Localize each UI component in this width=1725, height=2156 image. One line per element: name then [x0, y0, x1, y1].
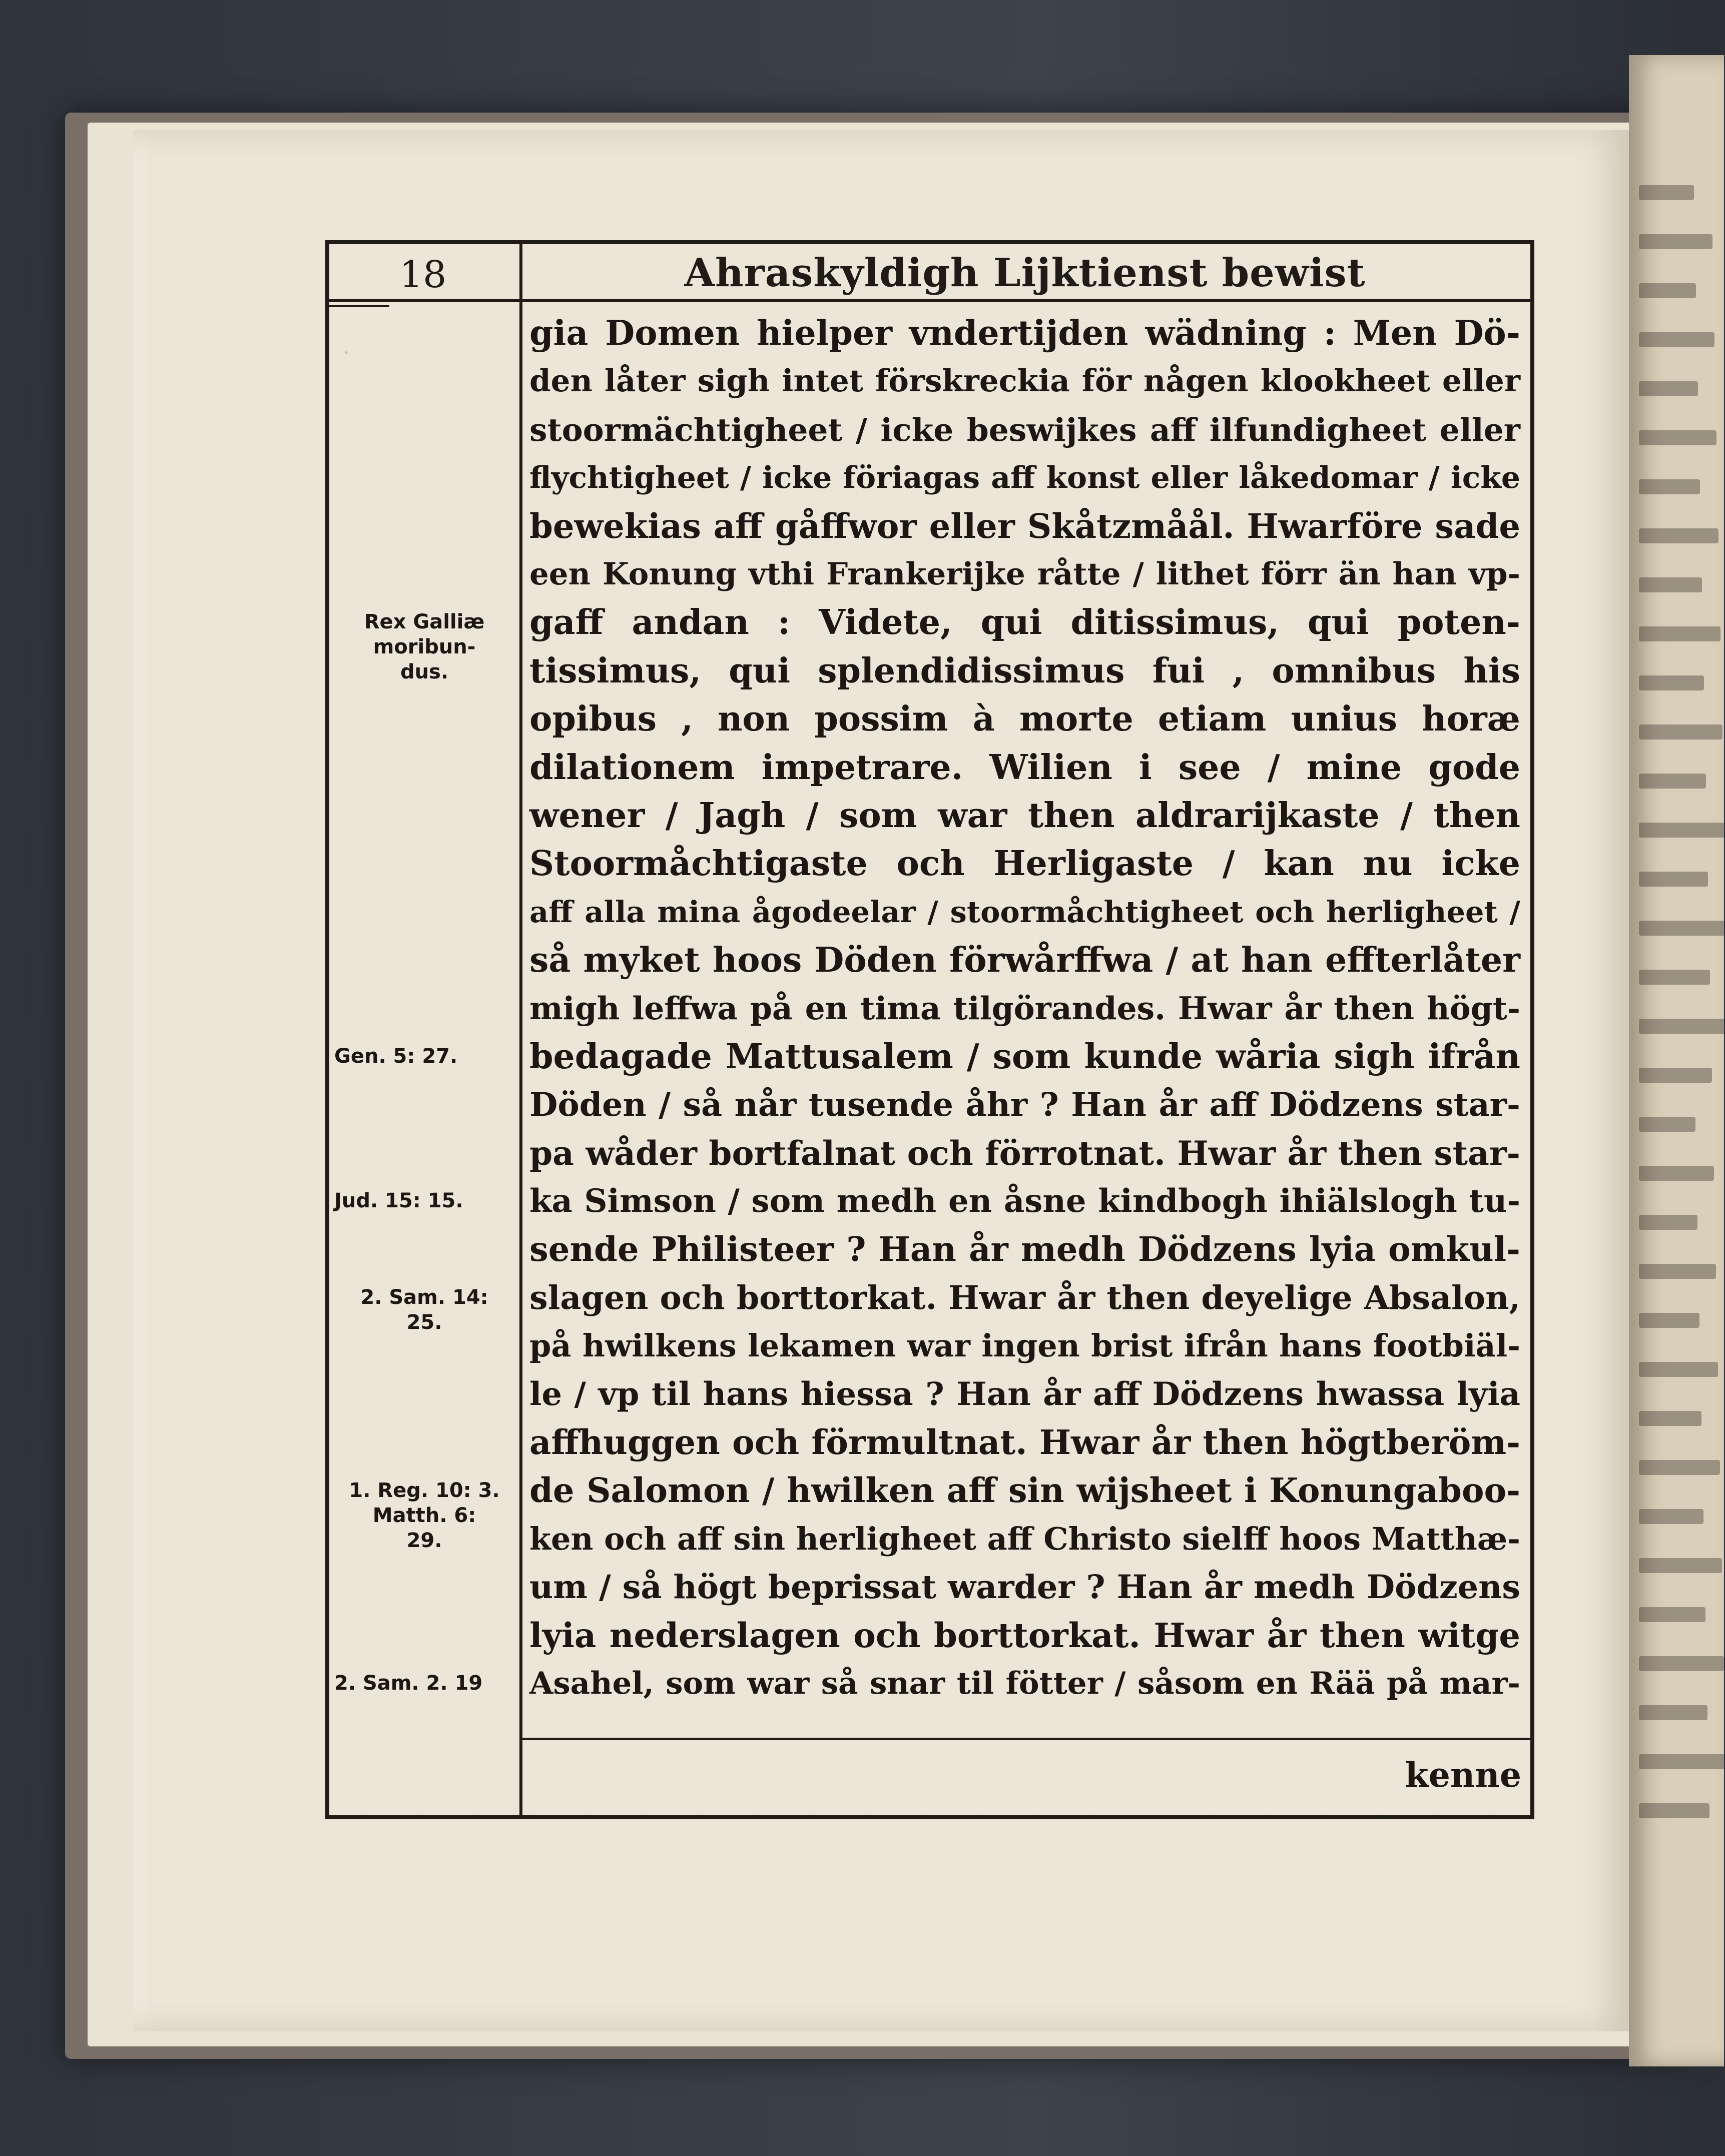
margin-note-line: moribun- — [373, 635, 476, 659]
header-rule-short — [329, 305, 389, 307]
text-frame — [325, 240, 1534, 1819]
facing-page-text-fragment — [1639, 1019, 1724, 1034]
facing-page-text-fragment — [1639, 872, 1708, 887]
facing-page-text-fragment — [1639, 774, 1706, 789]
text-line: Asahel, som war så snar til fötter / såsom en Rää på mar- — [529, 1665, 1520, 1701]
facing-page-text-fragment — [1639, 528, 1718, 543]
facing-page-text-fragment — [1639, 332, 1714, 347]
text-line: så myket hoos Döden förwårffwa / at han effterlåter — [529, 940, 1520, 981]
catchword: kenne — [1405, 1755, 1521, 1795]
text-line: dilationem impetrare. Wilien i see / mine gode — [529, 747, 1520, 788]
facing-page-text-fragment — [1639, 1411, 1701, 1426]
text-line: gia Domen hielper vndertijden wädning : Men Dö- — [529, 313, 1520, 353]
text-line: aff alla mina ågodeelar / stoormåchtigheet och herligheet / — [529, 894, 1520, 929]
facing-page-text-fragment — [1639, 921, 1724, 936]
text-line: migh leffwa på en tima tilgörandes. Hwar år then högt- — [529, 990, 1520, 1027]
text-line: stoormächtigheet / icke beswijkes aff ilfundigheet eller — [529, 411, 1520, 448]
text-line: den låter sigh intet förskreckia för någen klookheet eller — [529, 363, 1520, 399]
margin-note — [334, 609, 514, 684]
margin-note — [334, 1044, 514, 1069]
text-line: bedagade Mattusalem / som kunde wåria sigh ifrån — [529, 1036, 1520, 1077]
margin-note — [334, 1671, 514, 1696]
margin-note-line: Matth. 6: — [372, 1504, 476, 1527]
text-line: opibus , non possim à morte etiam unius horæ — [529, 699, 1520, 740]
facing-page-text-fragment — [1639, 1803, 1709, 1818]
margin-note — [334, 1478, 514, 1553]
text-line: wener / Jagh / som war then aldrarijkaste / then — [529, 795, 1520, 836]
facing-page-text-fragment — [1639, 1705, 1707, 1720]
facing-page-text-fragment — [1639, 970, 1710, 985]
facing-page-edge — [1629, 55, 1724, 2066]
body-text — [529, 309, 1520, 1708]
text-line: affhuggen och förmultnat. Hwar år then högtberöm- — [529, 1422, 1520, 1462]
margin-column-rule — [519, 244, 522, 1815]
margin-note-line: Gen. 5: 27. — [334, 1045, 458, 1068]
margin-note-line: Jud. 15: 15. — [334, 1189, 463, 1213]
margin-note-line: 1. Reg. 10: 3. — [349, 1479, 500, 1502]
facing-page-text-fragment — [1639, 1607, 1705, 1622]
facing-page-text-fragment — [1639, 234, 1712, 249]
header-rule — [329, 299, 1530, 302]
book-page — [133, 130, 1629, 2031]
text-line: sende Philisteer ? Han år medh Dödzens lyia omkul- — [529, 1229, 1520, 1269]
facing-page-text-fragment — [1639, 626, 1720, 641]
facing-page-text-fragment — [1639, 675, 1704, 690]
facing-page-text-fragment — [1639, 1264, 1716, 1279]
text-line: flychtigheet / icke föriagas aff konst eller låkedomar / icke — [529, 460, 1520, 496]
text-line: lyia nederslagen och borttorkat. Hwar år then witge — [529, 1615, 1520, 1655]
margin-note-line: 2. Sam. 14: — [360, 1286, 488, 1309]
text-line: le / vp til hans hiessa ? Han år aff Dödzens hwassa lyia — [529, 1375, 1520, 1413]
facing-page-text-fragment — [1639, 185, 1694, 200]
facing-page-text-fragment — [1639, 283, 1696, 298]
running-head: Ahraskyldigh Lijktienst bewist — [684, 250, 1366, 296]
facing-page-text-fragment — [1639, 430, 1716, 445]
text-line: Döden / så når tusende åhr ? Han år aff Dödzens star- — [529, 1086, 1520, 1124]
text-line: pa wåder bortfalnat och förrotnat. Hwar år then star- — [529, 1133, 1520, 1173]
facing-page-text-fragment — [1639, 1117, 1695, 1132]
text-line: på hwilkens lekamen war ingen brist ifrån hans footbiäl- — [529, 1327, 1520, 1364]
margin-note — [334, 1285, 514, 1335]
text-line: um / så högt beprissat warder ? Han år medh Dödzens — [529, 1568, 1520, 1607]
margin-note-line: Rex Galliæ — [364, 610, 485, 634]
text-line: slagen och borttorkat. Hwar år then deyelige Absalon, — [529, 1278, 1520, 1317]
margin-note — [334, 1188, 514, 1213]
facing-page-text-fragment — [1639, 1166, 1714, 1181]
text-line: ken och aff sin herligheet aff Christo sielff hoos Matthæ- — [529, 1520, 1520, 1557]
margin-note-line: 25. — [406, 1311, 442, 1334]
page-number: 18 — [399, 253, 447, 296]
text-line: gaff andan : Videte, qui ditissimus, qui poten- — [529, 602, 1520, 643]
footer-rule — [519, 1738, 1530, 1740]
facing-page-text-fragment — [1639, 1558, 1722, 1573]
text-line: tissimus, qui splendidissimus fui , omnibus his — [529, 650, 1520, 691]
facing-page-text-fragment — [1639, 1313, 1699, 1328]
text-line: ka Simson / som medh en åsne kindbogh ihiälslogh tu- — [529, 1182, 1520, 1220]
bleed-through: · — [343, 340, 350, 366]
margin-note-line: 2. Sam. 2. 19 — [334, 1672, 483, 1695]
text-line: de Salomon / hwilken aff sin wijsheet i Konungaboo- — [529, 1471, 1520, 1511]
facing-page-text-fragment — [1639, 1362, 1718, 1377]
facing-page-text-fragment — [1639, 1068, 1712, 1083]
text-line: bewekias aff gåffwor eller Skåtzmåål. Hwarföre sade — [529, 506, 1520, 546]
facing-page-text-fragment — [1639, 577, 1702, 592]
text-line: Stoormåchtigaste och Herligaste / kan nu icke — [529, 844, 1520, 884]
facing-page-text-fragment — [1639, 1754, 1724, 1769]
facing-page-text-fragment — [1639, 1509, 1703, 1524]
text-line: een Konung vthi Frankerijke råtte / lithet förr än han vp- — [529, 556, 1520, 592]
margin-note-line: 29. — [406, 1529, 442, 1552]
facing-page-text-fragment — [1639, 381, 1698, 396]
facing-page-text-fragment — [1639, 1460, 1720, 1475]
facing-page-text-fragment — [1639, 479, 1700, 494]
facing-page-text-fragment — [1639, 823, 1724, 838]
facing-page-text-fragment — [1639, 1215, 1697, 1230]
facing-page-text-fragment — [1639, 725, 1722, 740]
facing-page-text-fragment — [1639, 1656, 1724, 1671]
margin-note-line: dus. — [400, 660, 449, 684]
